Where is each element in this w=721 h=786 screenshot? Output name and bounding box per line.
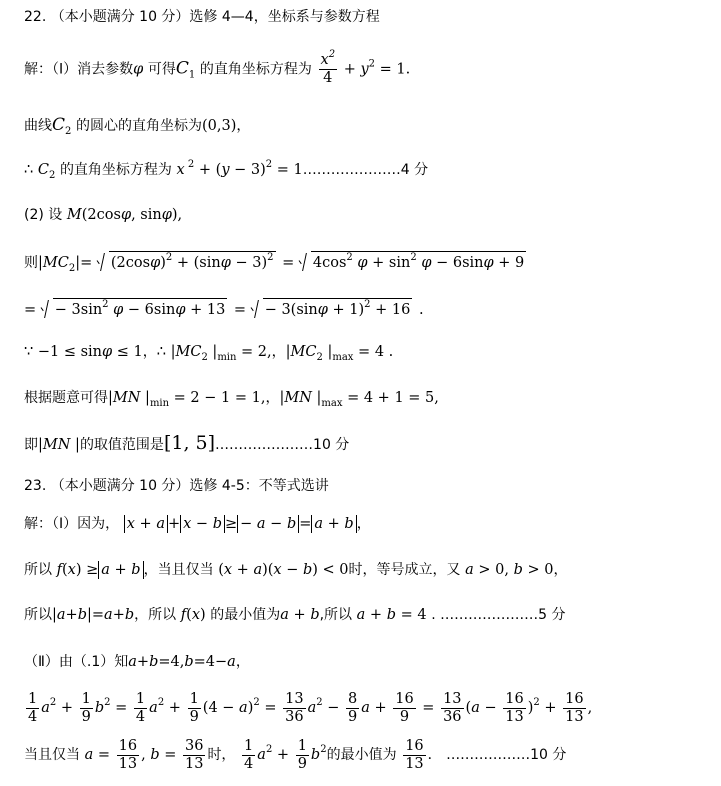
q23-expansion-line: $\frac{1}{4}$ $a^2$ + $\frac{1}{9}$ $b^2$ = $\frac{1}{4}$ $a^2$ + $\frac{1}{9}$ $(4 - a)^2$ = $\frac{13}{36}$ $a^2$ − $\frac{8}{9}$ a + $\frac{16}{9}$ = $\frac{13}{36}$ (a − $\frac{16}{13}$ )$^2$ + $\frac{16}{13}$ , [28,690,593,725]
score-5: …………………5 分 [440,607,566,623]
q22-mn-line: 根据题意可得|MN $|_{min} = 2 - 1 = 1$,，|MN $|_{max} = 4 + 1 = 5$, [24,390,439,409]
score-4: …………………4 分 [302,162,429,178]
q22-c2-equation-line: ∴ $C_2$ 的直角坐标方程为 x $^2 + (y - 3)^2$ = 1…………………4 分 [24,159,429,181]
score-10: …………………10 分 [215,437,350,453]
score-10b: ………………10 分 [446,747,567,763]
q23-part1-line: 解：（Ⅰ）因为， x + a + x − b ≥ − a − b = a + b ， [24,516,371,532]
q23-final-line: 当且仅当 a = $\frac{16}{13}$ , b = $\frac{36}{13}$ 时， $\frac{1}{4}$ $a^2$ + $\frac{1}{9}$ $b^2$的最小值为 $\frac{16}{13}$ ． ………………10 分 [24,737,567,772]
q23-heading: 23. （本小题满分 10 分）选修 4-5：不等式选讲 [24,478,329,494]
q22-distance-line1: 则$|MC_2|= (2\cos\varphi)^2 + (\sin\varphi - 3)^2 = 4\cos^2$ $\varphi + \sin^2 \varphi - 6\sin\varphi + 9$ [24,252,525,274]
q22-conclusion-line: 即|MN |的取值范围是[1, 5]…………………10 分 [24,432,350,454]
q22-range-line: ∵ −1 ≤ sinφ ≤ 1，∴ $|MC_2$ $|_{min} = 2$,，$|MC_2$ $|_{max} = 4$ . [24,344,394,363]
q22-distance-line2: = − $3\sin^2$ φ − 6sinφ + 13 = − $3(\sin\varphi + 1)^2 + 16$ . [24,299,424,318]
q22-part1-line: 解：（Ⅰ）消去参数φ 可得$C_1$ 的直角坐标方程为 $\frac{x^2}{4}$ + $y^2 = 1$. [24,49,411,86]
q22-center-line: 曲线$C_2$ 的圆心的直角坐标为(0,3)， [24,115,251,137]
q22-heading: 22. （本小题满分 10 分）选修 4—4，坐标系与参数方程 [24,9,380,25]
q23-part2-line: （Ⅱ）由（.1）知a+b=4,b=4−a， [24,654,250,670]
q23-min-line: 所以|a+b|=a+b，所以 f(x) 的最小值为a + b,所以 a + b = 4 . …………………5 分 [24,607,566,623]
q22-part2-line: (2) 设 M(2cosφ, sinφ), [24,207,183,223]
q23-equality-line: 所以 f(x) ≥ a + b ，当且仅当 (x + a)(x − b) < 0时，等号成立，又 a > 0, b > 0， [24,562,568,578]
